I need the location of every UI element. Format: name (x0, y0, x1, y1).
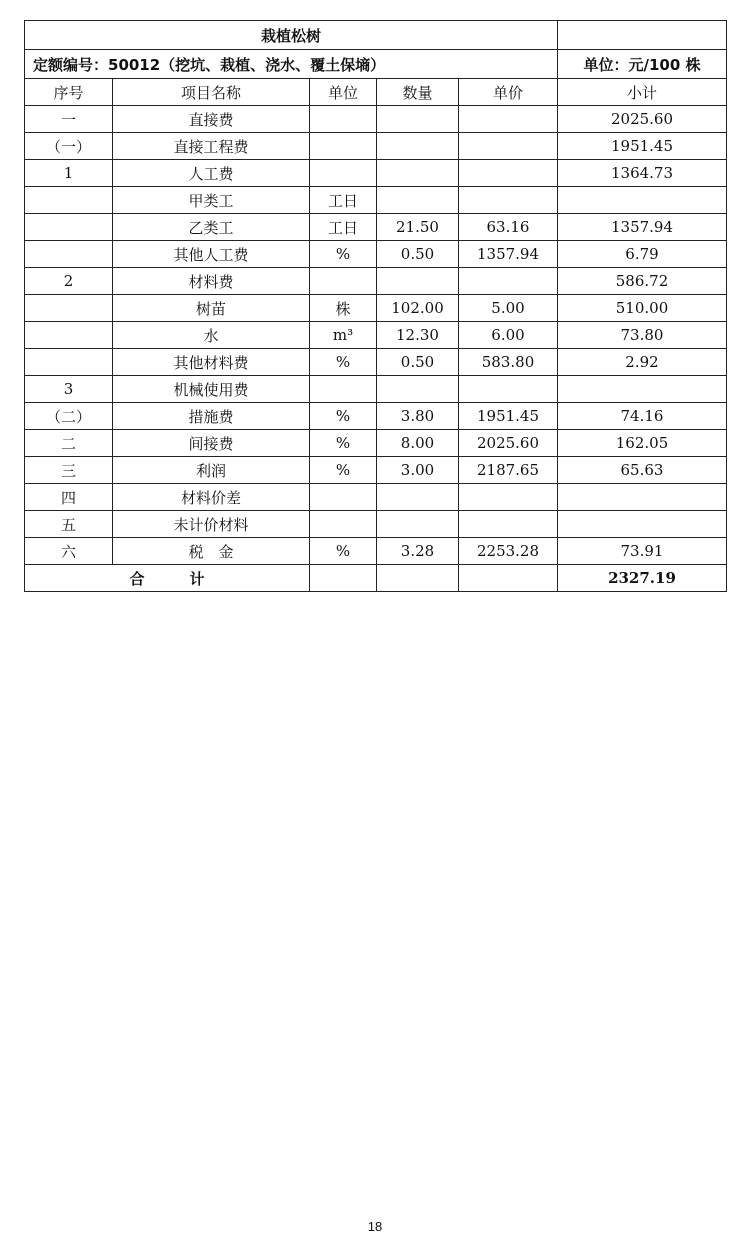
table-row (25, 484, 727, 511)
cell-unit-price: 2025.60 (459, 430, 558, 457)
cell-seq (25, 295, 113, 322)
cell-seq (25, 322, 113, 349)
quota-code: 定额编号：50012（挖坑、栽植、浇水、覆土保墒） (25, 50, 558, 79)
cell-item-name: 机械使用费 (113, 376, 310, 403)
title-blank-cell (558, 21, 727, 50)
cell-seq (25, 214, 113, 241)
header-row (25, 79, 727, 106)
cell-unit (310, 133, 377, 160)
cell-unit-price (459, 268, 558, 295)
cell-seq (25, 187, 113, 214)
cell-unit-price: 63.16 (459, 214, 558, 241)
cell-unit (310, 160, 377, 187)
unit-note: 单位：元/100 株 (558, 50, 727, 79)
cell-quantity (377, 484, 459, 511)
cell-item-name: 材料费 (113, 268, 310, 295)
cell-quantity (377, 133, 459, 160)
header-unit-price: 单价 (459, 79, 558, 106)
cell-seq: 六 (25, 538, 113, 565)
cell-item-name: 乙类工 (113, 214, 310, 241)
cell-subtotal (558, 376, 727, 403)
total-value: 2327.19 (558, 565, 727, 592)
cell-subtotal: 73.80 (558, 322, 727, 349)
table-title: 栽植松树 (25, 21, 558, 50)
cell-subtotal: 65.63 (558, 457, 727, 484)
cell-unit: % (310, 538, 377, 565)
table-row (25, 322, 727, 349)
cell-quantity: 0.50 (377, 241, 459, 268)
table-row (25, 160, 727, 187)
cell-unit-price: 5.00 (459, 295, 558, 322)
cell-quantity (377, 187, 459, 214)
cell-item-name: 其他材料费 (113, 349, 310, 376)
table-row (25, 106, 727, 133)
cell-item-name: 甲类工 (113, 187, 310, 214)
cell-unit: % (310, 403, 377, 430)
cell-unit-price: 6.00 (459, 322, 558, 349)
header-unit: 单位 (310, 79, 377, 106)
table-row (25, 268, 727, 295)
cell-item-name: 材料价差 (113, 484, 310, 511)
cell-subtotal: 586.72 (558, 268, 727, 295)
cell-item-name: 水 (113, 322, 310, 349)
quota-table (24, 20, 727, 592)
cell-unit: % (310, 457, 377, 484)
header-subtotal: 小计 (558, 79, 727, 106)
total-blank-unit (310, 565, 377, 592)
table-row (25, 511, 727, 538)
table-row (25, 133, 727, 160)
cell-unit-price: 1357.94 (459, 241, 558, 268)
cell-seq: （二） (25, 403, 113, 430)
cell-unit: 工日 (310, 187, 377, 214)
total-label: 合 计 (25, 565, 310, 592)
cell-item-name: 税 金 (113, 538, 310, 565)
cell-unit: % (310, 430, 377, 457)
table-row (25, 403, 727, 430)
cell-quantity: 21.50 (377, 214, 459, 241)
total-row (25, 565, 727, 592)
table-row (25, 241, 727, 268)
total-blank-quantity (377, 565, 459, 592)
cell-unit (310, 268, 377, 295)
cell-subtotal: 2.92 (558, 349, 727, 376)
table-row (25, 214, 727, 241)
cell-unit-price (459, 160, 558, 187)
cell-unit-price (459, 106, 558, 133)
cell-unit-price: 2187.65 (459, 457, 558, 484)
cell-quantity (377, 160, 459, 187)
table-row (25, 376, 727, 403)
cell-quantity (377, 268, 459, 295)
cell-quantity (377, 376, 459, 403)
cell-subtotal: 6.79 (558, 241, 727, 268)
table-row (25, 295, 727, 322)
cell-item-name: 措施费 (113, 403, 310, 430)
cell-seq: 五 (25, 511, 113, 538)
cell-unit (310, 376, 377, 403)
page-number: 18 (367, 1219, 383, 1234)
cell-subtotal: 162.05 (558, 430, 727, 457)
quota-code-row (25, 50, 727, 79)
header-item-name: 项目名称 (113, 79, 310, 106)
cell-subtotal (558, 511, 727, 538)
cell-unit-price (459, 376, 558, 403)
cell-unit-price (459, 133, 558, 160)
cell-unit: % (310, 349, 377, 376)
cell-subtotal: 73.91 (558, 538, 727, 565)
cell-item-name: 直接费 (113, 106, 310, 133)
table-row (25, 349, 727, 376)
cell-seq: 1 (25, 160, 113, 187)
cell-seq: 一 (25, 106, 113, 133)
cell-item-name: 直接工程费 (113, 133, 310, 160)
cell-seq: （一） (25, 133, 113, 160)
cell-item-name: 其他人工费 (113, 241, 310, 268)
cell-seq: 二 (25, 430, 113, 457)
cell-quantity: 3.28 (377, 538, 459, 565)
cell-item-name: 间接费 (113, 430, 310, 457)
cell-seq: 四 (25, 484, 113, 511)
cell-item-name: 人工费 (113, 160, 310, 187)
cell-seq: 三 (25, 457, 113, 484)
cell-subtotal (558, 187, 727, 214)
cell-unit: 株 (310, 295, 377, 322)
table-row (25, 187, 727, 214)
cell-unit: 工日 (310, 214, 377, 241)
cell-quantity: 3.00 (377, 457, 459, 484)
table-row (25, 430, 727, 457)
cell-seq (25, 349, 113, 376)
cell-seq: 2 (25, 268, 113, 295)
header-quantity: 数量 (377, 79, 459, 106)
cell-unit: % (310, 241, 377, 268)
cell-unit (310, 484, 377, 511)
cell-unit: m³ (310, 322, 377, 349)
cell-quantity: 102.00 (377, 295, 459, 322)
cell-unit-price (459, 511, 558, 538)
cell-unit-price: 583.80 (459, 349, 558, 376)
cell-quantity: 12.30 (377, 322, 459, 349)
cell-seq: 3 (25, 376, 113, 403)
cell-subtotal: 1357.94 (558, 214, 727, 241)
title-row (25, 21, 727, 50)
table-row (25, 457, 727, 484)
cell-item-name: 未计价材料 (113, 511, 310, 538)
cell-subtotal: 2025.60 (558, 106, 727, 133)
table-row (25, 538, 727, 565)
cell-subtotal (558, 484, 727, 511)
cell-unit-price: 1951.45 (459, 403, 558, 430)
cell-subtotal: 510.00 (558, 295, 727, 322)
total-blank-price (459, 565, 558, 592)
header-seq: 序号 (25, 79, 113, 106)
cell-seq (25, 241, 113, 268)
cell-unit-price: 2253.28 (459, 538, 558, 565)
cell-item-name: 利润 (113, 457, 310, 484)
cell-quantity: 0.50 (377, 349, 459, 376)
cell-quantity: 8.00 (377, 430, 459, 457)
cell-subtotal: 74.16 (558, 403, 727, 430)
cell-quantity: 3.80 (377, 403, 459, 430)
cell-subtotal: 1951.45 (558, 133, 727, 160)
cell-quantity (377, 511, 459, 538)
cell-quantity (377, 106, 459, 133)
cell-subtotal: 1364.73 (558, 160, 727, 187)
cell-item-name: 树苗 (113, 295, 310, 322)
cell-unit (310, 511, 377, 538)
cell-unit-price (459, 484, 558, 511)
cell-unit-price (459, 187, 558, 214)
cell-unit (310, 106, 377, 133)
